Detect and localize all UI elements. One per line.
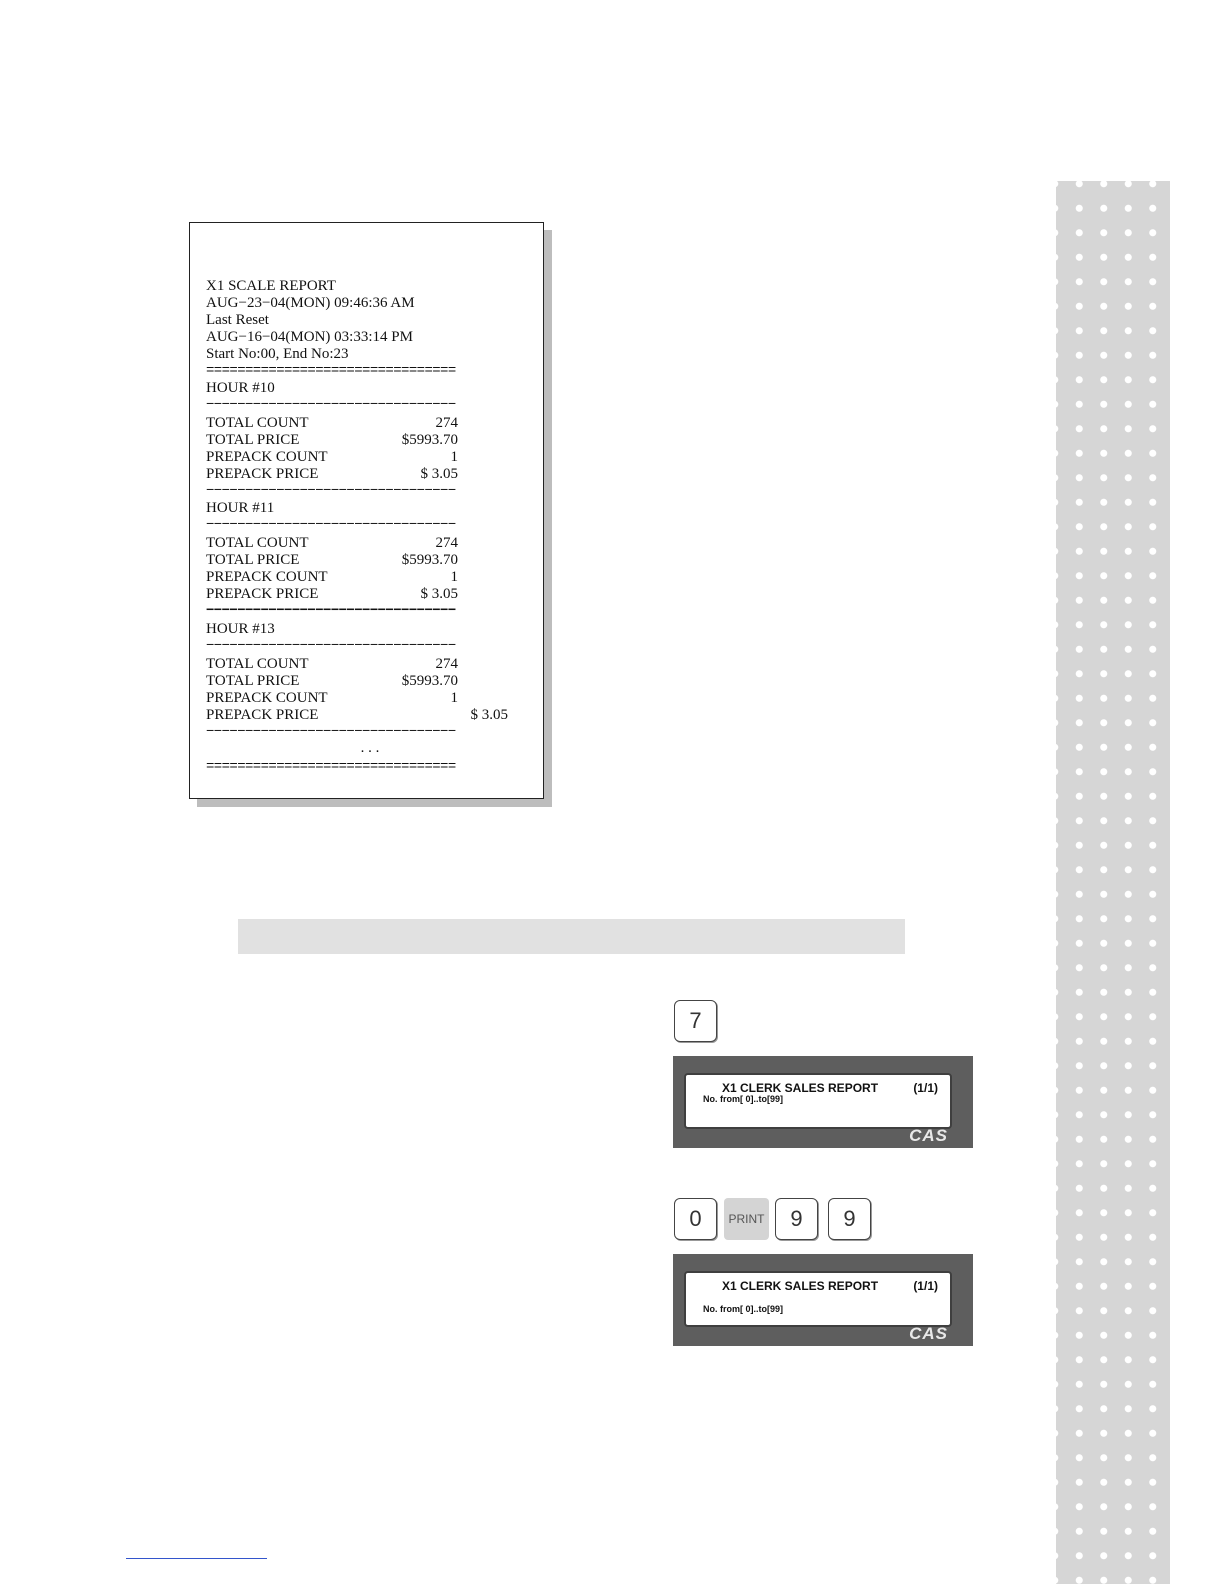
key-9[interactable]: 9 bbox=[828, 1198, 871, 1240]
row-label: PREPACK COUNT bbox=[206, 690, 328, 706]
row-label: TOTAL COUNT bbox=[206, 415, 309, 431]
row-value: $5993.70 bbox=[401, 552, 458, 568]
lcd-range-line: No. from[ 0]..to[99] bbox=[703, 1304, 783, 1314]
row-label: TOTAL PRICE bbox=[206, 673, 300, 689]
lcd-display-step1 bbox=[673, 1056, 973, 1148]
row-value: 1 bbox=[450, 569, 458, 585]
lcd-page-indicator: (1/1) bbox=[913, 1279, 938, 1293]
receipt-single-rule: −−−−−−−−−−−−−−−−−−−−−−−−−−−−−−−− bbox=[206, 603, 456, 619]
receipt-range: Start No:00, End No:23 bbox=[206, 346, 349, 362]
row-value: $ 3.05 bbox=[470, 707, 508, 723]
receipt-single-rule: −−−−−−−−−−−−−−−−−−−−−−−−−−−−−−−− bbox=[206, 397, 456, 413]
row-value: 1 bbox=[450, 690, 458, 706]
receipt-double-rule: ================================ bbox=[206, 363, 456, 379]
row-value: 274 bbox=[435, 535, 458, 551]
key-0[interactable]: 0 bbox=[674, 1198, 717, 1240]
lcd-page-indicator: (1/1) bbox=[913, 1081, 938, 1095]
row-label: TOTAL PRICE bbox=[206, 552, 300, 568]
receipt-single-rule: −−−−−−−−−−−−−−−−−−−−−−−−−−−−−−−− bbox=[206, 724, 456, 740]
row-label: PREPACK COUNT bbox=[206, 449, 328, 465]
receipt-ellipsis: . . . bbox=[360, 740, 380, 756]
row-label: PREPACK PRICE bbox=[206, 466, 319, 482]
section-heading-bar bbox=[238, 919, 905, 954]
lcd-display-step2 bbox=[673, 1254, 973, 1346]
cas-logo: CAS bbox=[909, 1324, 948, 1343]
row-value: 274 bbox=[435, 656, 458, 672]
row-value: $5993.70 bbox=[401, 673, 458, 689]
receipt-single-rule: −−−−−−−−−−−−−−−−−−−−−−−−−−−−−−−− bbox=[206, 517, 456, 533]
section-title: HOUR #10 bbox=[206, 380, 275, 396]
cas-logo: CAS bbox=[909, 1126, 948, 1145]
row-label: TOTAL COUNT bbox=[206, 535, 309, 551]
lcd-range-line: No. from[ 0]..to[99] bbox=[703, 1094, 783, 1104]
receipt-report-datetime: AUG−23−04(MON) 09:46:36 AM bbox=[206, 295, 415, 311]
row-value: $ 3.05 bbox=[420, 466, 458, 482]
key-9[interactable]: 9 bbox=[775, 1198, 818, 1240]
row-value: $ 3.05 bbox=[420, 586, 458, 602]
row-label: PREPACK COUNT bbox=[206, 569, 328, 585]
section-title: HOUR #13 bbox=[206, 621, 275, 637]
row-value: $5993.70 bbox=[401, 432, 458, 448]
row-value: 1 bbox=[450, 449, 458, 465]
scale-report-receipt bbox=[189, 222, 544, 799]
section-title: HOUR #11 bbox=[206, 500, 275, 516]
receipt-single-rule: −−−−−−−−−−−−−−−−−−−−−−−−−−−−−−−− bbox=[206, 483, 456, 499]
key-print[interactable]: PRINT bbox=[724, 1198, 769, 1240]
receipt-title: X1 SCALE REPORT bbox=[206, 278, 336, 294]
footer-underline bbox=[126, 1558, 267, 1559]
lcd-screen bbox=[684, 1073, 952, 1129]
decorative-dot-sidebar bbox=[1056, 181, 1170, 1584]
row-label: TOTAL PRICE bbox=[206, 432, 300, 448]
key-7[interactable]: 7 bbox=[674, 1000, 717, 1042]
lcd-title: X1 CLERK SALES REPORT bbox=[722, 1279, 879, 1293]
row-label: PREPACK PRICE bbox=[206, 707, 319, 723]
receipt-last-reset-label: Last Reset bbox=[206, 312, 269, 328]
row-value: 274 bbox=[435, 415, 458, 431]
receipt-double-rule: ================================ bbox=[206, 759, 456, 775]
row-label: PREPACK PRICE bbox=[206, 586, 319, 602]
row-label: TOTAL COUNT bbox=[206, 656, 309, 672]
receipt-single-rule: −−−−−−−−−−−−−−−−−−−−−−−−−−−−−−−− bbox=[206, 638, 456, 654]
lcd-screen bbox=[684, 1271, 952, 1327]
lcd-title: X1 CLERK SALES REPORT bbox=[722, 1081, 879, 1095]
receipt-reset-datetime: AUG−16−04(MON) 03:33:14 PM bbox=[206, 329, 413, 345]
